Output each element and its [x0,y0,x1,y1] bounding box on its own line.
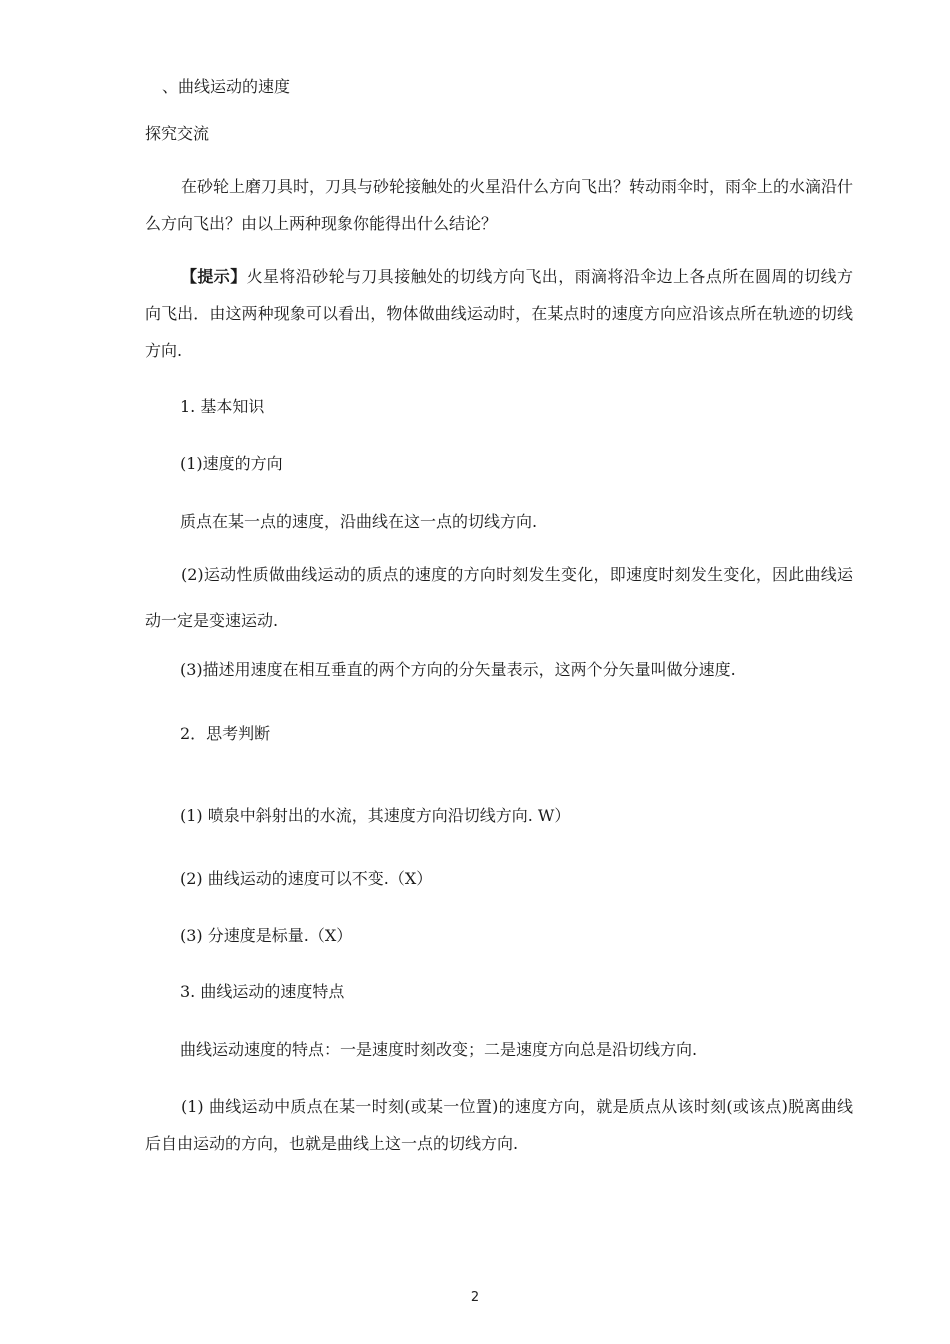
section-heading: 、曲线运动的速度 [162,77,291,96]
features-item-1: (1) 曲线运动中质点在某一时刻(或某一位置)的速度方向，就是质点从该时刻(或该点)脱离曲线后自由运动的方向，也就是曲线上这一点的切线方向. [145,1097,853,1153]
basic-knowledge-heading: 1. 基本知识 [180,397,265,416]
explore-heading: 探究交流 [145,124,210,143]
description-text: (3)描述用速度在相互垂直的两个方向的分矢量表示，这两个分矢量叫做分速度. [180,660,736,679]
velocity-direction-text: 质点在某一点的速度，沿曲线在这一点的切线方向. [180,512,538,531]
hint-paragraph [145,258,853,369]
judgement-heading: 2．思考判断 [180,724,271,743]
velocity-direction-heading: (1)速度的方向 [180,454,283,473]
features-heading: 3. 曲线运动的速度特点 [180,982,345,1001]
page-number: 2 [470,1290,480,1305]
judgement-item-1: (1) 喷泉中斜射出的水流，其速度方向沿切线方向. W） [180,806,571,825]
explore-question: 在砂轮上磨刀具时，刀具与砂轮接触处的火星沿什么方向飞出？转动雨伞时，雨伞上的水滴沿什么方向飞出？由以上两种现象你能得出什么结论？ [145,177,854,233]
motion-property-text: (2)运动性质做曲线运动的质点的速度的方向时刻发生变化，即速度时刻发生变化，因此曲线运动一定是变速运动. [145,565,853,630]
hint-text: 火星将沿砂轮与刀具接触处的切线方向飞出，雨滴将沿伞边上各点所在圆周的切线方向飞出．由这两种现象可以看出，物体做曲线运动时，在某点时的速度方向应沿该点所在轨迹的切线方向. [145,267,853,360]
hint-label: 【提示】 [181,267,247,286]
features-summary: 曲线运动速度的特点：一是速度时刻改变；二是速度方向总是沿切线方向. [180,1040,698,1059]
judgement-item-3: (3) 分速度是标量.（X） [180,926,353,945]
judgement-item-2: (2) 曲线运动的速度可以不变.（X） [180,869,433,888]
